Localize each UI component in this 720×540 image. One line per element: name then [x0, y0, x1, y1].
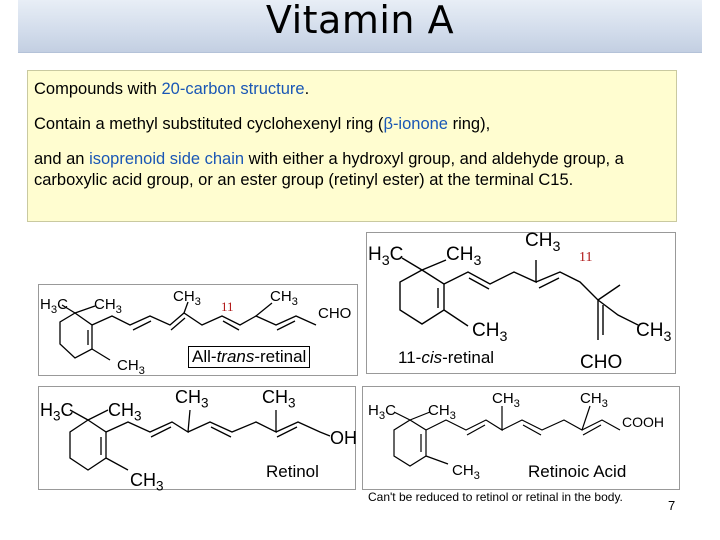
ra-cooh: COOH [622, 414, 664, 430]
rol-h3c: $H_3C$ [40, 400, 74, 424]
ra-ch3-b: $CH_3$ [492, 390, 520, 410]
text: Compounds with [34, 80, 162, 98]
atr-ch3-b: $CH_3$ [173, 288, 201, 308]
rol-ch3-ring: $CH_3$ [130, 470, 164, 494]
cr-ch3-b: $CH_3$ [525, 230, 561, 255]
rol-oh: OH [330, 428, 357, 448]
atr-c11: 11 [221, 299, 234, 314]
text: 11- [398, 348, 422, 367]
text: with either a hydroxyl group, and aldehyde group, a carboxylic acid group, or an ester group (retinyl ester) at the terminal C15. [34, 150, 624, 189]
atr-cho: CHO [318, 305, 352, 322]
text: ring), [447, 115, 491, 133]
ra-ch3-a: $CH_3$ [428, 402, 456, 422]
ra-ch3-ring: $CH_3$ [452, 462, 480, 482]
cr-ch3-a: $CH_3$ [446, 244, 482, 269]
cr-cho: CHO [580, 352, 623, 373]
rol-ch3-a: $CH_3$ [108, 400, 142, 424]
rol-ch3-b: $CH_3$ [175, 387, 209, 411]
highlight-ionone: -ionone [392, 115, 448, 133]
text-italic: cis [421, 348, 443, 367]
text: and an [34, 150, 90, 168]
text: All- [192, 347, 217, 366]
cr-ch3-end: $CH_3$ [636, 320, 672, 345]
cr-c11: 11 [579, 250, 593, 265]
highlight-isoprenoid: isoprenoid side chain [89, 150, 245, 168]
text: -retinal [442, 348, 495, 367]
text: . [304, 80, 310, 98]
slide-number: 7 [668, 498, 676, 513]
cr-h3c: $H_3C$ [368, 244, 404, 269]
retinoic-acid-caption: Retinoic Acid [528, 462, 627, 481]
cr-ch3-ring: $CH_3$ [472, 320, 508, 345]
atr-ch3-c: $CH_3$ [270, 288, 298, 308]
text-italic: trans [216, 347, 255, 366]
retinoic-acid-note: Can't be reduced to retinol or retinal in the body. [368, 490, 623, 504]
ra-h3c: $H_3C$ [368, 402, 396, 422]
retinol-caption: Retinol [266, 462, 319, 481]
text: -retinal [254, 347, 307, 366]
ra-ch3-c: $CH_3$ [580, 390, 608, 410]
atr-h3c: $H_3C$ [40, 296, 68, 316]
atr-ch3-a: $CH_3$ [94, 296, 122, 316]
slide-title: Vitamin A [265, 0, 455, 42]
text: Contain a methyl substituted cyclohexenyl ring ( [34, 115, 384, 133]
highlight-20-carbon: 20-carbon structure [161, 80, 305, 98]
rol-ch3-c: $CH_3$ [262, 387, 296, 411]
beta-symbol: β [383, 115, 393, 133]
atr-ch3-ring: $CH_3$ [117, 357, 145, 377]
